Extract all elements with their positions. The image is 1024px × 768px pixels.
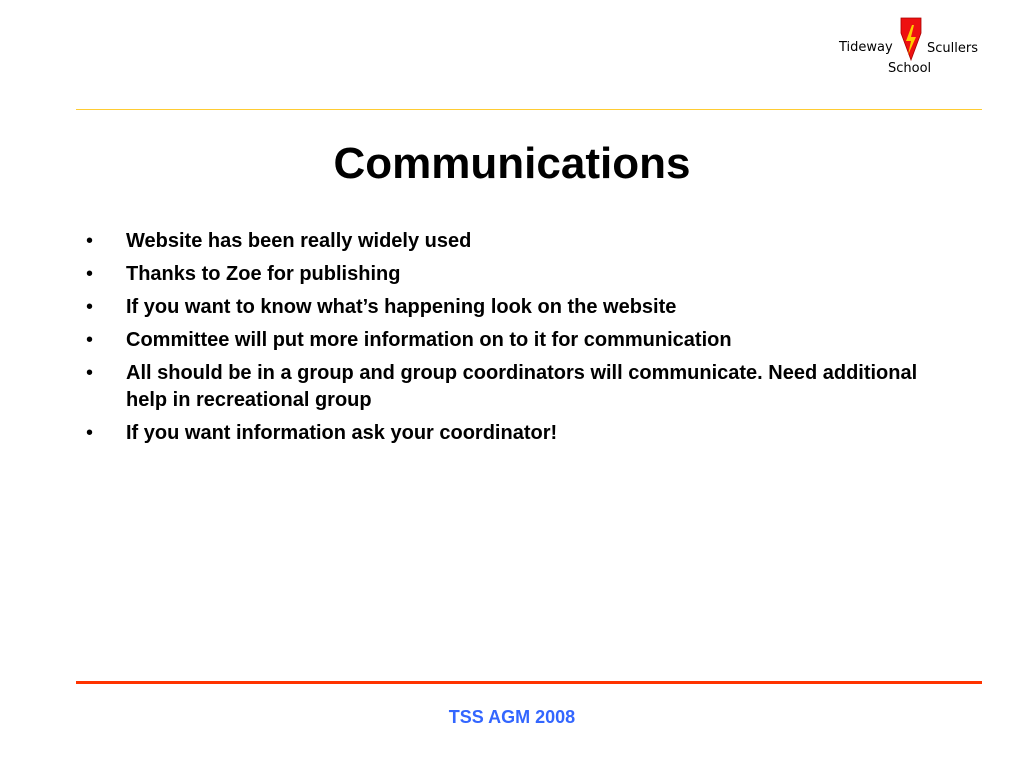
bullet-item bbox=[86, 294, 946, 321]
footer-divider bbox=[76, 681, 982, 684]
bullet-text: If you want to know what’s happening look on the website bbox=[126, 296, 677, 318]
logo-word-tideway: Tideway bbox=[839, 40, 893, 55]
bullet-text: Committee will put more information on to it for communication bbox=[126, 329, 732, 351]
bullet-text: All should be in a group and group coordinators will communicate. Need additional help in recreational group bbox=[126, 362, 918, 411]
bullet-item bbox=[86, 228, 946, 255]
logo-word-scullers: Scullers bbox=[927, 41, 978, 56]
slide-title: Communications bbox=[333, 139, 691, 188]
bullet-marker: • bbox=[86, 230, 94, 252]
bullet-text: If you want information ask your coordinator! bbox=[126, 422, 558, 444]
bullet-text: Thanks to Zoe for publishing bbox=[126, 263, 401, 285]
bullet-marker: • bbox=[86, 422, 94, 444]
bullet-marker: • bbox=[86, 329, 94, 351]
bullet-text: Website has been really widely used bbox=[126, 230, 472, 252]
bullet-item bbox=[86, 360, 946, 414]
bullet-marker: • bbox=[86, 296, 94, 318]
tideway-scullers-logo bbox=[830, 14, 990, 80]
bullet-marker: • bbox=[86, 263, 94, 285]
logo-word-school: School bbox=[888, 61, 932, 76]
shield-bolt-icon bbox=[900, 17, 922, 61]
bullet-marker: • bbox=[86, 362, 94, 384]
bullet-item bbox=[86, 420, 946, 447]
header-divider bbox=[76, 109, 982, 110]
bullet-item bbox=[86, 261, 946, 288]
bullet-item bbox=[86, 327, 946, 354]
bullet-list bbox=[86, 228, 946, 453]
footer-text: TSS AGM 2008 bbox=[448, 707, 576, 727]
